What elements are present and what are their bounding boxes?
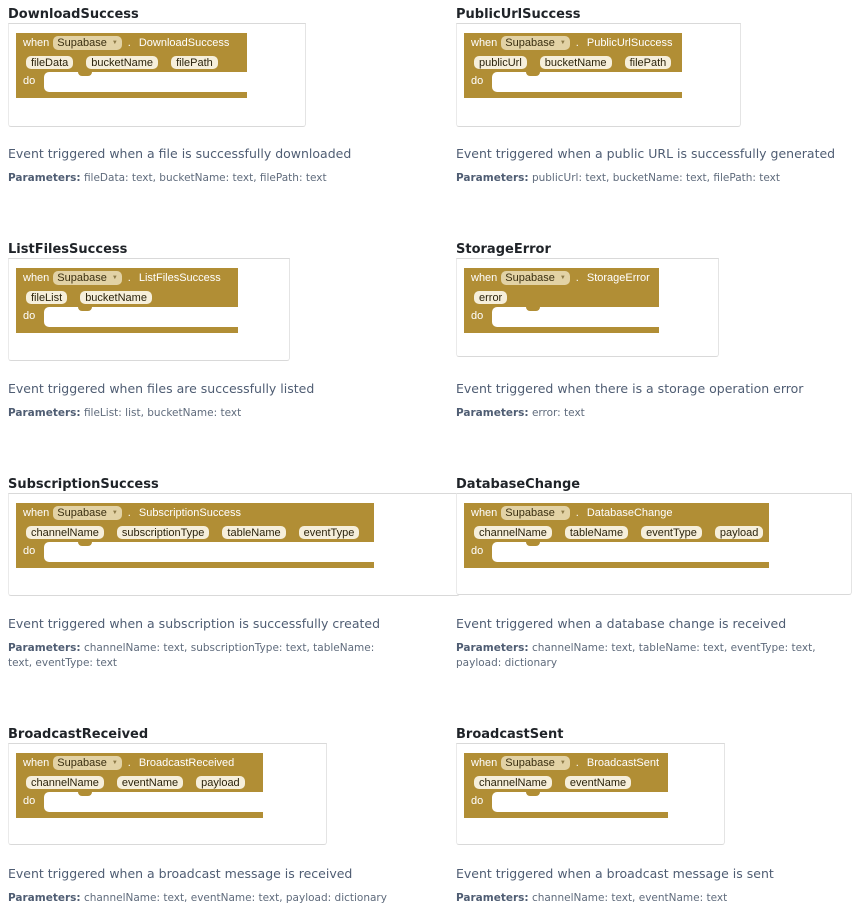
when-keyword: when [23,507,50,519]
when-keyword: when [471,37,498,49]
component-dropdown[interactable]: Supabase ▼ [501,506,570,520]
when-keyword: when [471,507,498,519]
do-statement-slot[interactable] [492,542,769,562]
param-chip[interactable]: eventName [565,776,631,789]
component-dropdown[interactable]: Supabase ▼ [501,756,570,770]
do-statement-slot[interactable] [44,72,247,92]
event-description: Event triggered when files are successfully listed [8,381,315,396]
do-keyword: do [471,75,484,87]
param-chip[interactable]: publicUrl [474,56,527,69]
dot-separator: . [127,272,131,284]
notch [78,71,92,76]
notch [78,791,92,796]
when-keyword: when [471,757,498,769]
param-chip[interactable]: channelName [26,526,104,539]
param-chip[interactable]: eventType [299,526,360,539]
param-chip[interactable]: channelName [474,526,552,539]
event-block[interactable] [464,753,668,818]
event-title: StorageError [456,242,551,257]
component-dropdown[interactable]: Supabase ▼ [501,36,570,50]
dot-separator: . [575,507,579,519]
dot-separator: . [127,37,131,49]
dropdown-arrow-icon: ▼ [111,275,118,281]
do-keyword: do [471,795,484,807]
component-dropdown[interactable]: Supabase ▼ [53,36,122,50]
param-chip[interactable]: filePath [625,56,672,69]
event-description: Event triggered when a public URL is successfully generated [456,146,836,161]
dropdown-arrow-icon: ▼ [559,510,566,516]
dot-separator: . [575,272,579,284]
do-statement-slot[interactable] [44,307,238,327]
event-description: Event triggered when a subscription is successfully created [8,616,381,631]
event-description: Event triggered when a file is successfully downloaded [8,146,352,161]
when-keyword: when [23,272,50,284]
event-parameters: Parameters: channelName: text, eventName: text [456,892,728,904]
param-chip[interactable]: tableName [565,526,628,539]
when-keyword: when [23,757,50,769]
param-chip[interactable]: bucketName [540,56,612,69]
dropdown-arrow-icon: ▼ [111,510,118,516]
when-keyword: when [23,37,50,49]
do-statement-slot[interactable] [492,792,668,812]
event-name: PublicUrlSuccess [586,37,673,49]
event-name: BroadcastSent [586,757,660,769]
param-chip[interactable]: bucketName [86,56,158,69]
component-dropdown[interactable]: Supabase ▼ [53,271,122,285]
do-keyword: do [23,545,36,557]
do-keyword: do [23,75,36,87]
param-chip[interactable]: channelName [26,776,104,789]
event-name: StorageError [586,272,650,284]
notch [78,541,92,546]
dot-separator: . [575,757,579,769]
do-keyword: do [471,310,484,322]
event-description: Event triggered when there is a storage operation error [456,381,804,396]
param-chip[interactable]: eventName [117,776,183,789]
param-chip[interactable]: channelName [474,776,552,789]
param-chip[interactable]: fileList [26,291,67,304]
do-keyword: do [471,545,484,557]
dropdown-arrow-icon: ▼ [559,40,566,46]
dot-separator: . [127,757,131,769]
param-chip[interactable]: subscriptionType [117,526,210,539]
do-keyword: do [23,795,36,807]
dropdown-arrow-icon: ▼ [111,40,118,46]
dropdown-arrow-icon: ▼ [111,760,118,766]
notch [526,306,540,311]
notch [526,71,540,76]
event-title: BroadcastReceived [8,727,149,742]
event-description: Event triggered when a broadcast message is sent [456,866,774,881]
event-block[interactable] [464,33,682,98]
notch [78,306,92,311]
event-parameters: Parameters: channelName: text, subscriptionType: text, tableName: text, eventType: text [8,642,375,669]
notch [526,541,540,546]
event-name: ListFilesSuccess [138,272,221,284]
dot-separator: . [127,507,131,519]
event-description: Event triggered when a database change is received [456,616,787,631]
event-block[interactable] [464,268,659,333]
dropdown-arrow-icon: ▼ [559,760,566,766]
event-parameters: Parameters: fileData: text, bucketName: text, filePath: text [8,172,327,184]
param-chip[interactable]: error [474,291,507,304]
param-chip[interactable]: eventType [641,526,702,539]
component-dropdown[interactable]: Supabase ▼ [53,506,122,520]
do-statement-slot[interactable] [44,792,263,812]
param-chip[interactable]: fileData [26,56,73,69]
do-statement-slot[interactable] [492,72,682,92]
dot-separator: . [575,37,579,49]
do-statement-slot[interactable] [44,542,374,562]
event-title: DatabaseChange [456,477,581,492]
event-name: SubscriptionSuccess [138,507,241,519]
notch [526,791,540,796]
param-chip[interactable]: filePath [171,56,218,69]
event-block[interactable] [16,33,247,98]
event-description: Event triggered when a broadcast message is received [8,866,353,881]
event-name: BroadcastReceived [138,757,235,769]
event-parameters: Parameters: fileList: list, bucketName: text [8,407,242,419]
event-block[interactable] [464,503,769,568]
param-chip[interactable]: tableName [222,526,285,539]
param-chip[interactable]: payload [196,776,245,789]
event-parameters: Parameters: channelName: text, eventName: text, payload: dictionary [8,892,387,904]
event-parameters: Parameters: error: text [456,407,585,419]
do-keyword: do [23,310,36,322]
event-block[interactable] [16,503,374,568]
when-keyword: when [471,272,498,284]
event-title: PublicUrlSuccess [456,7,581,22]
do-statement-slot[interactable] [492,307,659,327]
event-title: SubscriptionSuccess [8,477,159,492]
param-chip[interactable]: payload [715,526,764,539]
dropdown-arrow-icon: ▼ [559,275,566,281]
event-block[interactable] [16,268,238,333]
component-dropdown[interactable]: Supabase ▼ [53,756,122,770]
event-title: DownloadSuccess [8,7,139,22]
component-dropdown[interactable]: Supabase ▼ [501,271,570,285]
param-chip[interactable]: bucketName [80,291,152,304]
event-title: BroadcastSent [456,727,564,742]
event-block[interactable] [16,753,263,818]
event-name: DatabaseChange [586,507,673,519]
event-parameters: Parameters: publicUrl: text, bucketName: text, filePath: text [456,172,781,184]
event-parameters: Parameters: channelName: text, tableName: text, eventType: text, payload: dictionary [456,642,816,669]
event-title: ListFilesSuccess [8,242,128,257]
event-name: DownloadSuccess [138,37,230,49]
